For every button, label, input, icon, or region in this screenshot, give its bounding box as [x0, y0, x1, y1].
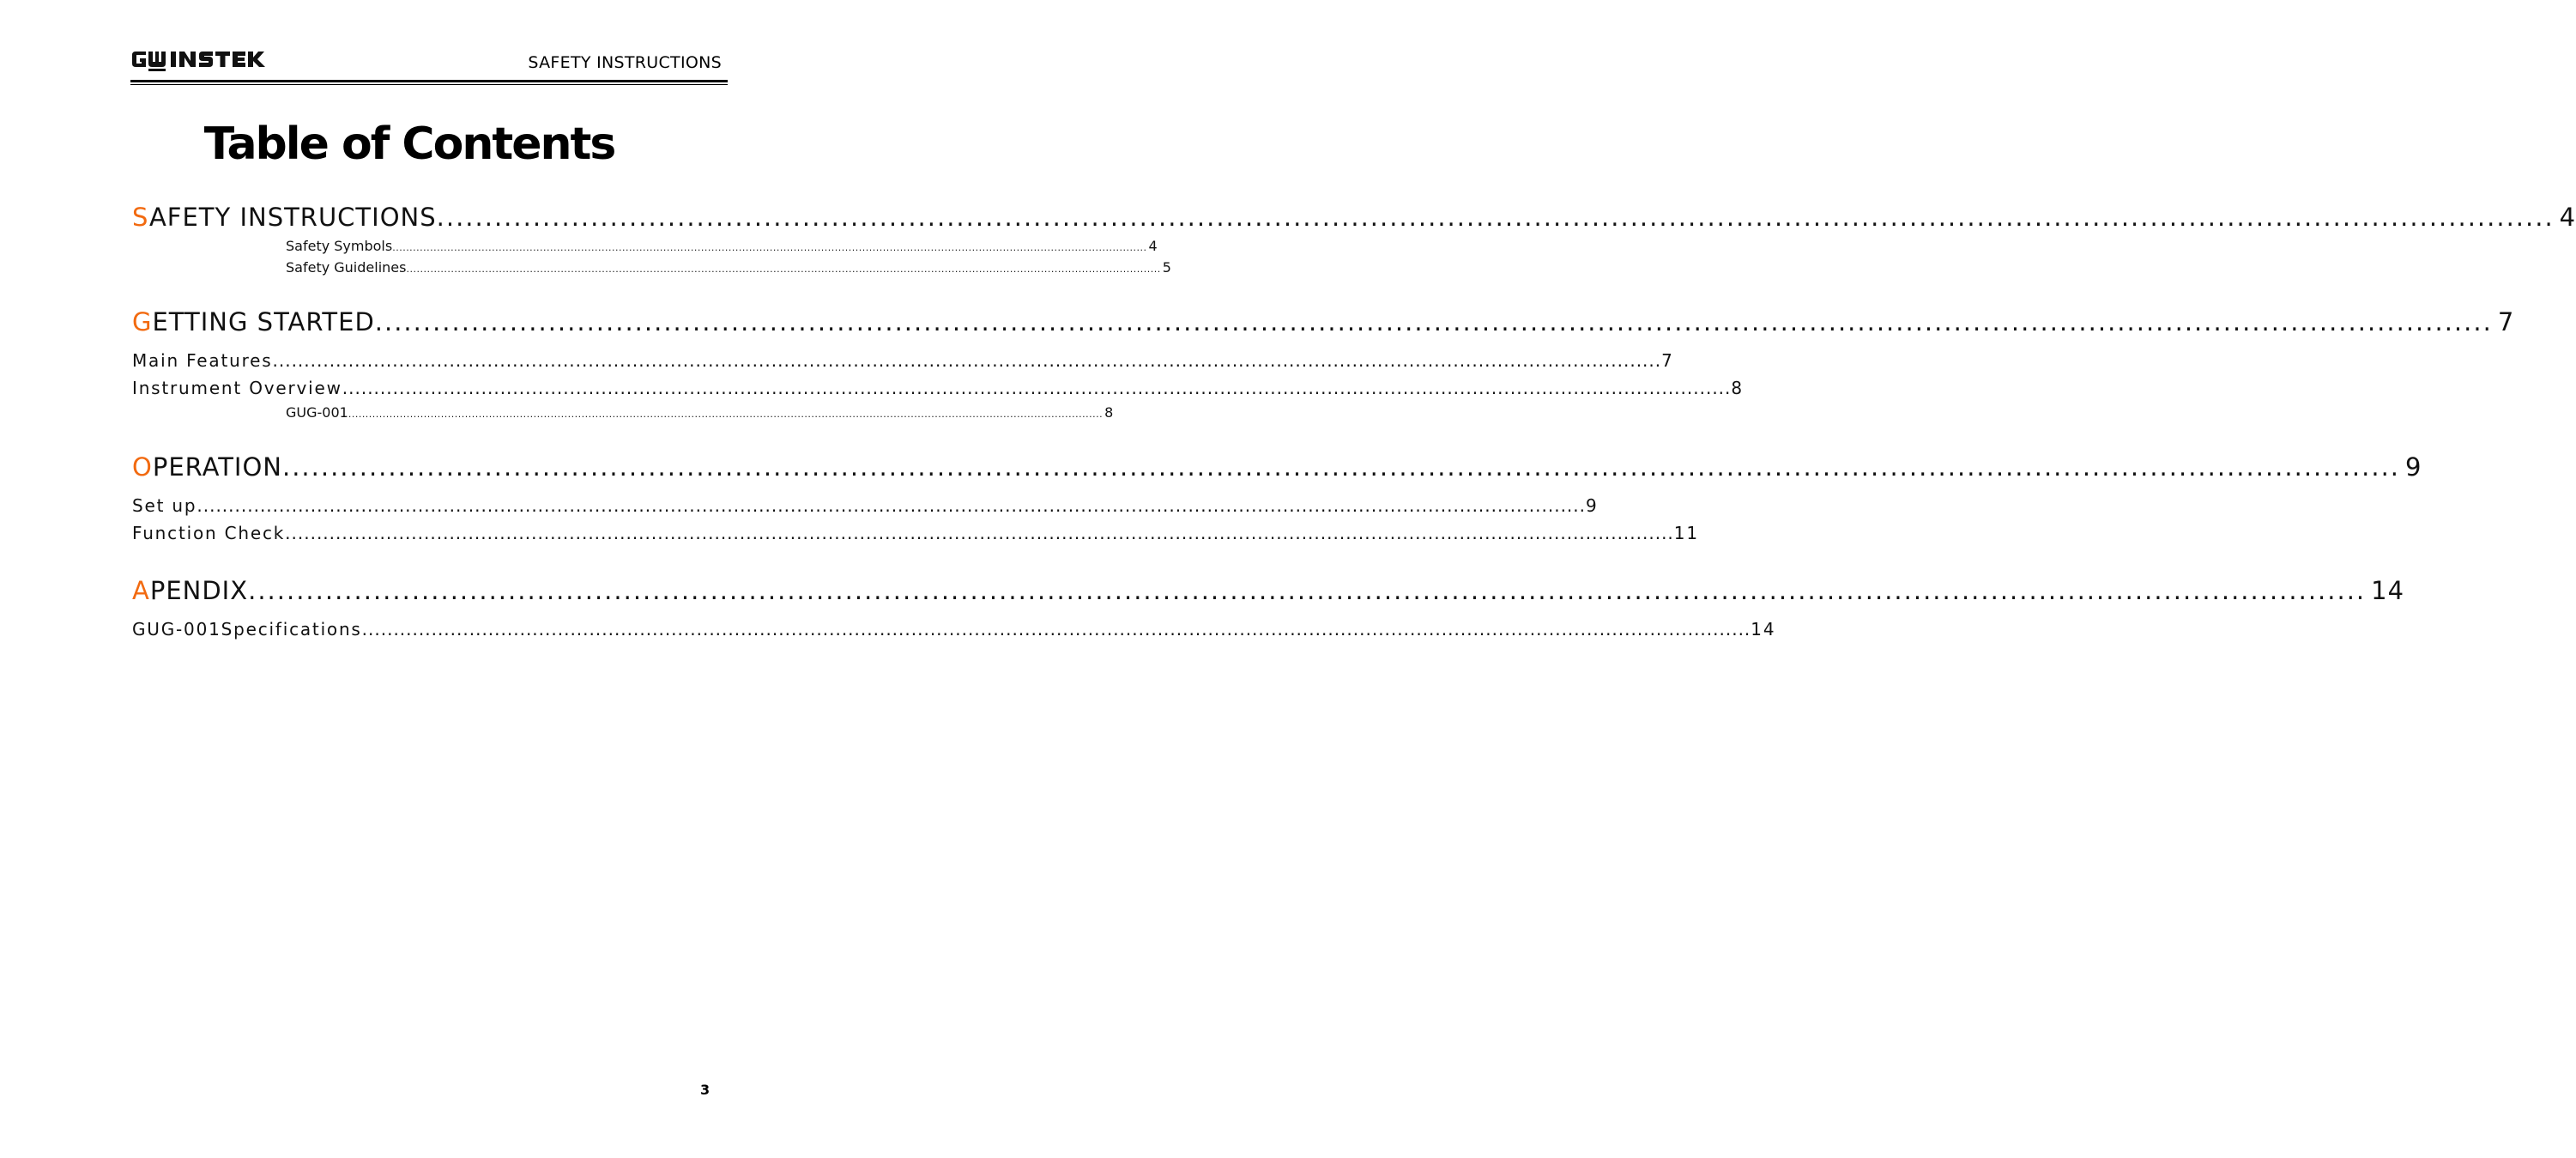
toc-section-initial: G [132, 307, 153, 336]
toc-leader-dots: ............................................................................................................................................................................................................................ [197, 495, 1587, 516]
toc-entry-label: Main Features [132, 350, 273, 371]
toc-section-initial: A [132, 576, 150, 605]
toc-leader-dots: ............................................................................................................................................................................................................................ [282, 452, 2401, 482]
gw-instek-logo [130, 46, 278, 72]
toc-entry-page-number: 8 [1104, 404, 1114, 421]
toc-entry[interactable] [132, 257, 1171, 278]
toc-page-number: 14 [2371, 576, 2405, 605]
toc-page-number: 7 [2497, 307, 2515, 336]
header-rule-thin [130, 84, 728, 85]
toc-entry-label: Set up [132, 495, 197, 516]
toc-section-label [132, 573, 248, 609]
toc-entry-label: Function Check [132, 523, 286, 543]
toc-entry[interactable] [132, 492, 1599, 519]
toc-entry-label: GUG-001Specifications [132, 619, 362, 640]
toc-entry-label: Instrument Overview [132, 378, 342, 398]
page-title: Table of Contents [203, 118, 615, 170]
toc-entry-page-number: 7 [1661, 350, 1674, 371]
toc-leader-dots: ............................................................................................................................................................................................................................ [348, 409, 1104, 420]
toc-section-heading[interactable] [132, 199, 2576, 235]
toc-entry[interactable] [132, 402, 1114, 423]
toc-section-title: PENDIX [149, 576, 249, 605]
toc-leader-dots: ............................................................................................................................................................................................................................ [272, 350, 1662, 371]
toc-leader-dots: ............................................................................................................................................................................................................................ [248, 576, 2367, 605]
toc-entry[interactable] [132, 615, 1776, 643]
toc-entry-label: Safety Guidelines [286, 259, 407, 276]
toc-leader-dots: ............................................................................................................................................................................................................................ [342, 378, 1732, 398]
toc-section-heading[interactable] [132, 304, 2515, 340]
toc-entry-page-number: 14 [1751, 619, 1776, 640]
toc-section-heading[interactable] [132, 573, 2405, 609]
toc-section-initial: O [132, 452, 153, 482]
toc-section-title: PERATION [152, 452, 282, 482]
toc-leader-dots: ............................................................................................................................................................................................................................ [361, 619, 1751, 640]
toc-section-label [132, 304, 375, 340]
toc-page-number: 4 [2559, 203, 2576, 232]
page-header [130, 43, 728, 86]
toc-section-initial: S [132, 203, 149, 232]
toc-entry-page-number: 4 [1148, 238, 1158, 254]
toc-entry-page-number: 11 [1673, 523, 1699, 543]
toc-page-number: 9 [2405, 452, 2422, 482]
toc-entry-label: Safety Symbols [286, 238, 393, 254]
toc-entry-page-number: 5 [1162, 259, 1171, 276]
toc-entry[interactable] [132, 519, 1699, 547]
toc-leader-dots: ............................................................................................................................................................................................................................ [374, 307, 2493, 336]
page-number: 3 [700, 1082, 711, 1098]
header-section-title: SAFETY INSTRUCTIONS [528, 53, 722, 72]
toc-entry[interactable] [132, 374, 1744, 402]
toc-section-heading[interactable] [132, 449, 2422, 485]
toc-entry-page-number: 9 [1586, 495, 1599, 516]
toc-entry[interactable] [132, 235, 1158, 257]
toc-leader-dots: ............................................................................................................................................................................................................................ [436, 203, 2555, 232]
toc-leader-dots: ............................................................................................................................................................................................................................ [406, 264, 1161, 275]
toc-entry[interactable] [132, 347, 1674, 374]
toc-section-title: ETTING STARTED [152, 307, 375, 336]
toc-leader-dots: ............................................................................................................................................................................................................................ [285, 523, 1674, 543]
toc-section-label [132, 199, 437, 235]
toc-entry-page-number: 8 [1731, 378, 1744, 398]
table-of-contents [132, 199, 2576, 643]
toc-section-label [132, 449, 282, 485]
toc-section-title: AFETY INSTRUCTIONS [148, 203, 437, 232]
header-rule [130, 80, 728, 82]
toc-leader-dots: ............................................................................................................................................................................................................................ [392, 242, 1147, 253]
toc-entry-label: GUG-001 [286, 404, 348, 421]
